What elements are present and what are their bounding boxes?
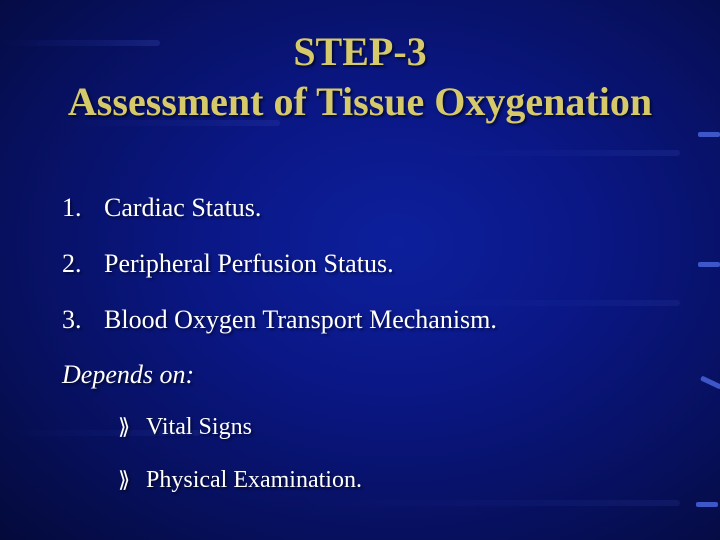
depends-on-label: Depends on:	[62, 360, 195, 389]
list-item	[62, 304, 497, 336]
bullet-icon: ⟫	[118, 414, 131, 439]
decorative-edge-mark	[696, 502, 718, 507]
sub-list-item-text: Physical Examination.	[146, 467, 362, 493]
list-item	[62, 248, 394, 280]
list-item-text: Peripheral Perfusion Status.	[104, 249, 394, 278]
sub-list-item	[118, 465, 362, 495]
sub-list-item	[118, 412, 252, 442]
list-item-number: 1.	[62, 193, 82, 222]
slide-title-line-1: STEP-3	[293, 29, 427, 74]
list-item-number: 3.	[62, 305, 82, 334]
list-item-text: Blood Oxygen Transport Mechanism.	[104, 305, 497, 334]
slide-title-line-2: Assessment of Tissue Oxygenation	[67, 79, 653, 124]
list-item	[62, 192, 261, 224]
sub-list-item-text: Vital Signs	[146, 414, 252, 440]
decorative-streak	[300, 500, 680, 506]
list-item-number: 2.	[62, 249, 82, 278]
list-item-text: Cardiac Status.	[104, 193, 262, 222]
decorative-streak	[420, 150, 680, 156]
bullet-icon: ⟫	[118, 467, 131, 492]
decorative-edge-mark	[698, 262, 720, 267]
decorative-edge-mark	[700, 376, 720, 390]
slide-title	[0, 27, 720, 127]
decorative-edge-mark	[698, 132, 720, 137]
